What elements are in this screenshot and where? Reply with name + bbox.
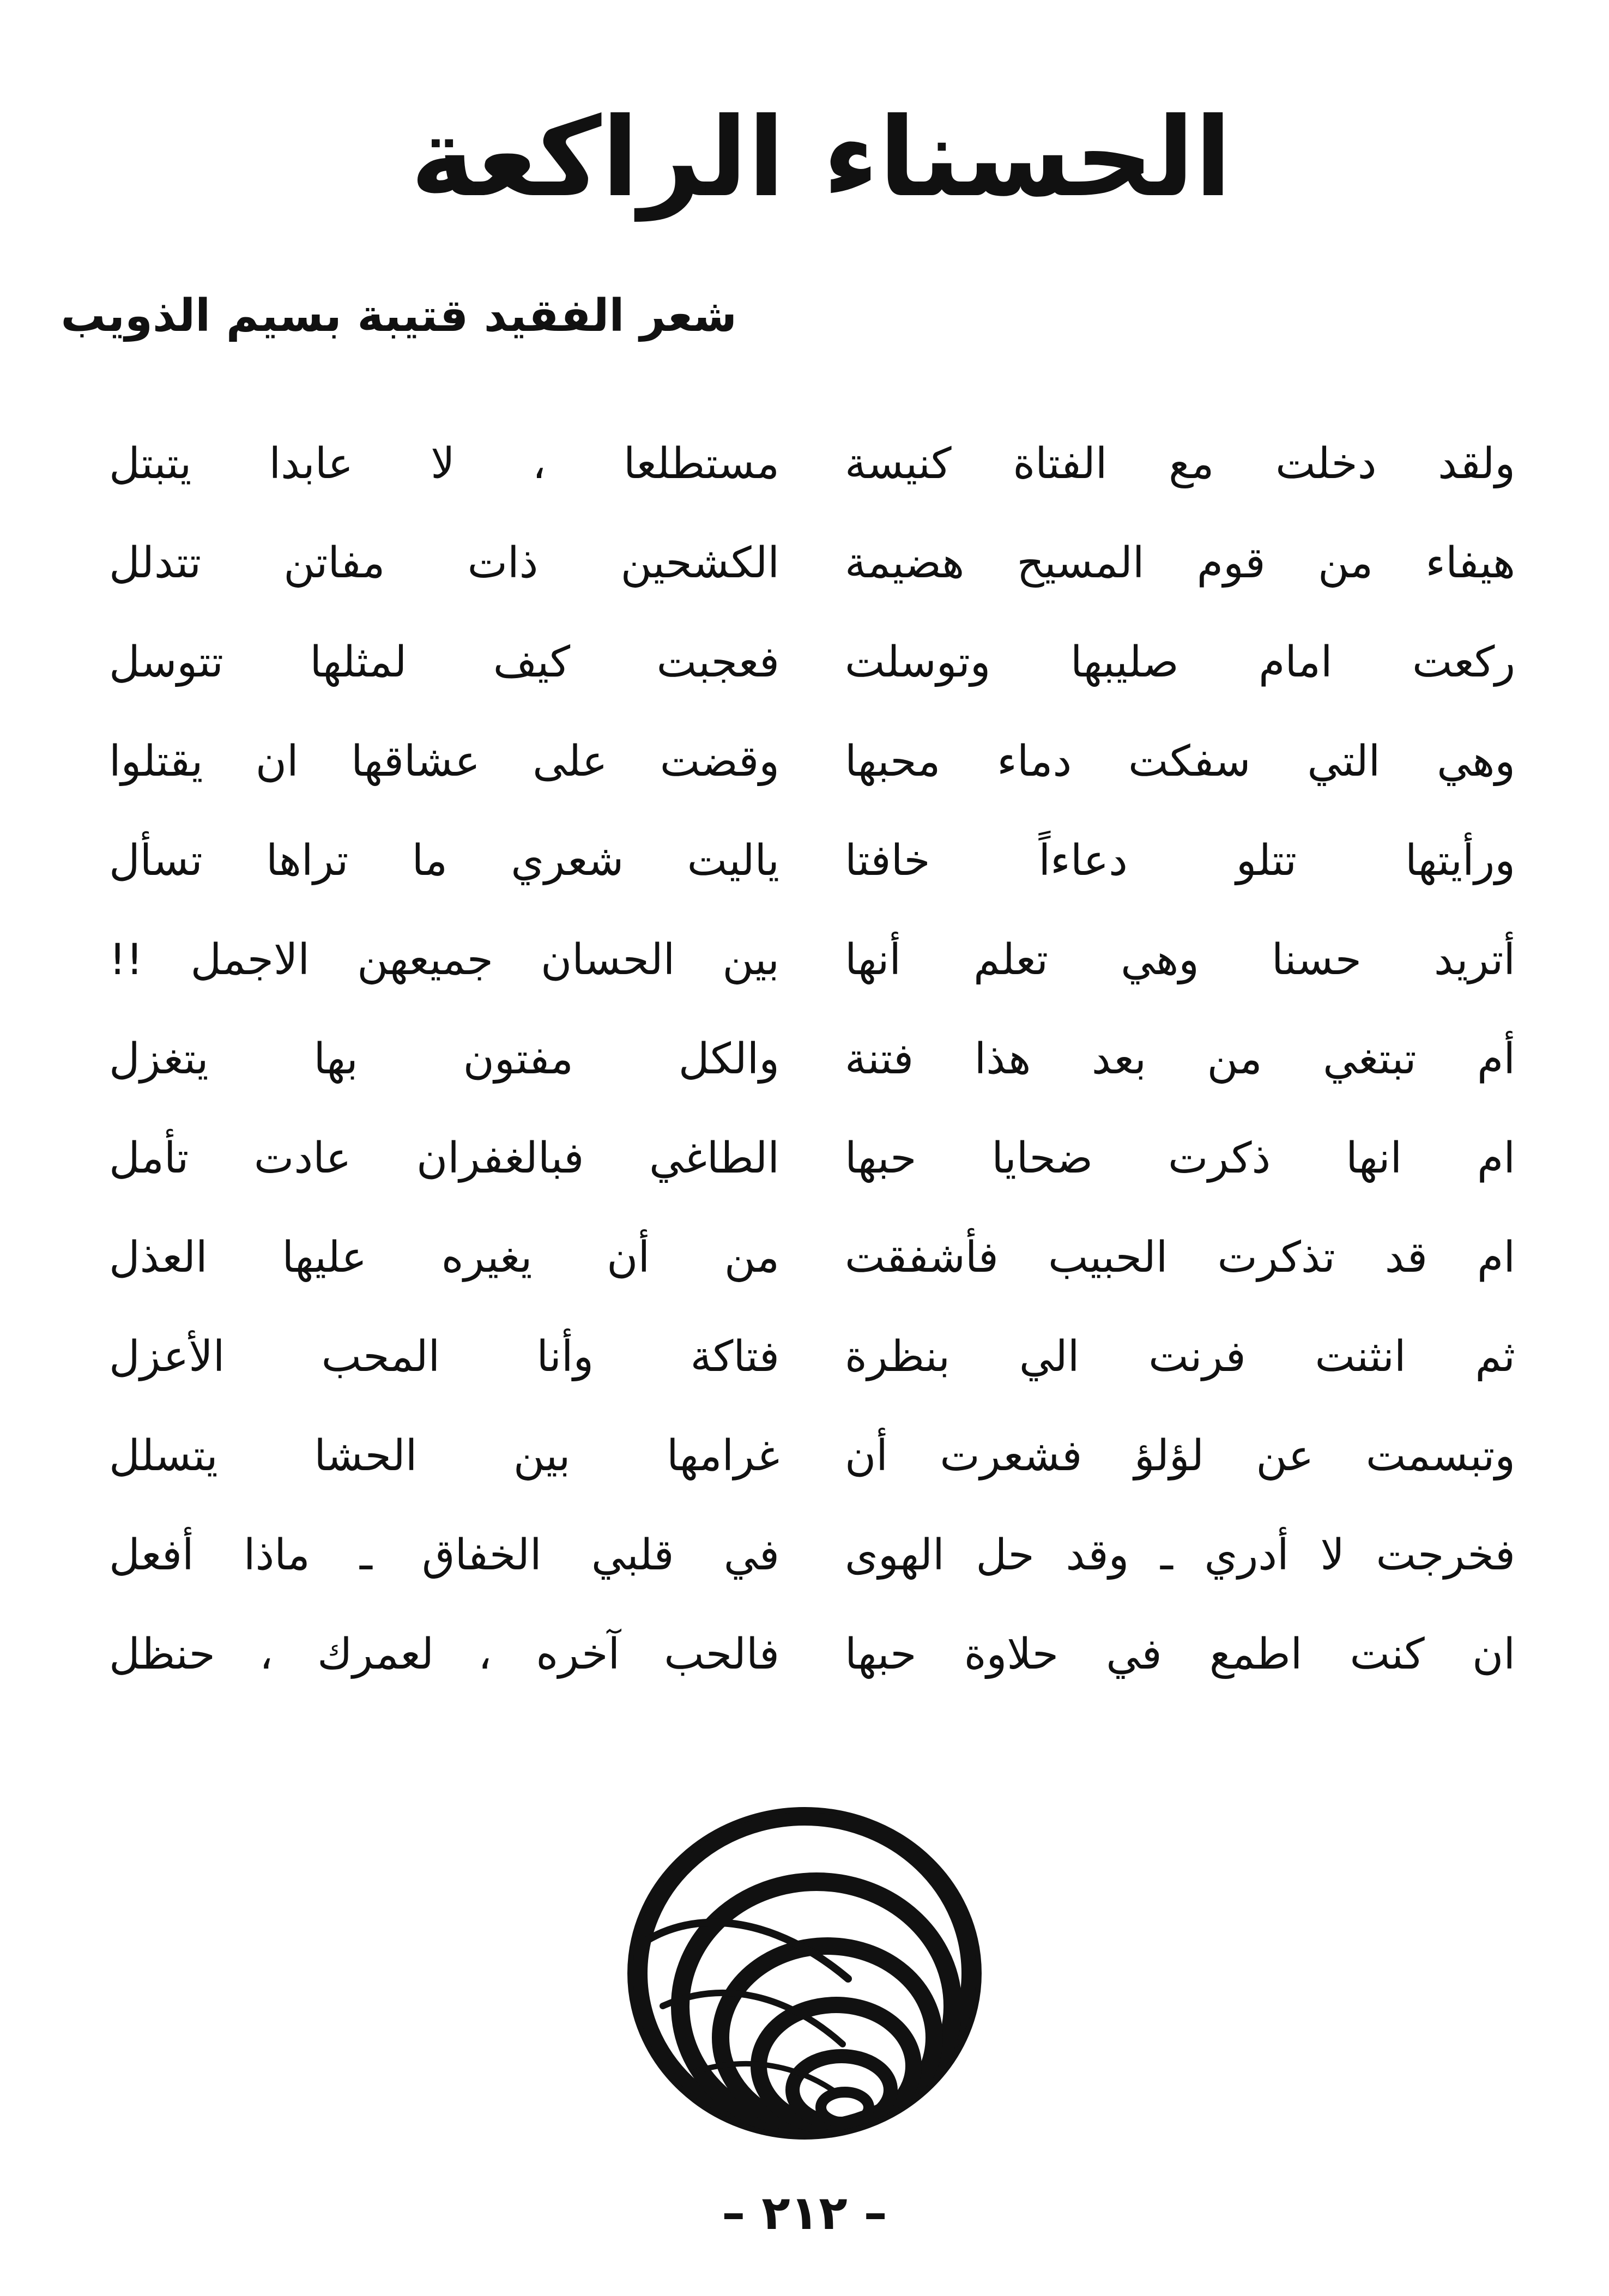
poem-body: [109, 414, 1515, 1704]
verse-second-hemistich: في قلبي الخفاق ـ ماذا أفعل: [109, 1531, 779, 1580]
page-number: – ٢١٢ –: [722, 2186, 887, 2240]
verse-second-hemistich: فعجبت كيف لمثلها تتوسل: [109, 638, 779, 687]
verse-second-hemistich: الطاغي فبالغفران عادت تأمل: [109, 1134, 779, 1183]
verse-second-hemistich: الكشحين ذات مفاتن تتدلل: [109, 539, 779, 588]
verse-second-hemistich: وقضت على عشاقها ان يقتلوا: [109, 737, 779, 786]
verse-first-hemistich: ان كنت اطمع في حلاوة حبها: [845, 1630, 1515, 1679]
verse-second-hemistich: فالحب آخره ، لعمرك ، حنظل: [109, 1630, 779, 1679]
verse: [109, 1307, 1515, 1406]
verse-first-hemistich: وهي التي سفكت دماء محبها: [845, 737, 1515, 786]
verse-second-hemistich: ياليت شعري ما تراها تسأل: [109, 836, 779, 885]
verse-first-hemistich: ام قد تذكرت الحبيب فأشفقت: [845, 1233, 1515, 1282]
verse: [109, 1406, 1515, 1506]
verse-first-hemistich: أم تبتغي من بعد هذا فتنة: [845, 1035, 1515, 1084]
verse-first-hemistich: ركعت امام صليبها وتوسلت: [845, 638, 1515, 687]
verse-first-hemistich: ورأيتها تتلو دعاءاً خافتا: [845, 836, 1515, 885]
verse: [109, 414, 1515, 513]
verse-first-hemistich: هيفاء من قوم المسيح هضيمة: [845, 539, 1515, 588]
verse-first-hemistich: فخرجت لا أدري ـ وقد حل الهوى: [845, 1531, 1515, 1580]
verse-second-hemistich: فتاكة وأنا المحب الأعزل: [109, 1332, 779, 1381]
verse: [109, 1208, 1515, 1307]
verse: [109, 1605, 1515, 1704]
verse: [109, 1506, 1515, 1605]
verse-second-hemistich: من أن يغيره عليها العذل: [109, 1233, 779, 1282]
verse-second-hemistich: مستطلعا ، لا عابدا يتبتل: [109, 439, 779, 488]
verse: [109, 910, 1515, 1010]
verse: [109, 811, 1515, 910]
verse-first-hemistich: ام انها ذكرت ضحايا حبها: [845, 1134, 1515, 1183]
spiral-shell-ornament-icon: [614, 1799, 995, 2148]
poem-title: الحسناء الراكعة: [410, 94, 1232, 221]
verse: [109, 613, 1515, 712]
verse: [109, 1010, 1515, 1109]
verse-first-hemistich: أتريد حسنا وهي تعلم أنها: [845, 935, 1515, 984]
verse-second-hemistich: والكل مفتون بها يتغزل: [109, 1035, 779, 1084]
verse-first-hemistich: ثم انثنت فرنت الي بنظرة: [845, 1332, 1515, 1381]
verse: [109, 712, 1515, 811]
verse-first-hemistich: وتبسمت عن لؤلؤ فشعرت أن: [845, 1431, 1515, 1481]
verse-second-hemistich: غرامها بين الحشا يتسلل: [109, 1431, 779, 1481]
verse: [109, 513, 1515, 613]
poem-author: شعر الفقيد قتيبة بسيم الذويب: [61, 290, 737, 342]
verse-second-hemistich: بين الحسان جميعهن الاجمل !!: [109, 935, 779, 984]
verse-first-hemistich: ولقد دخلت مع الفتاة كنيسة: [845, 439, 1515, 488]
verse: [109, 1109, 1515, 1208]
